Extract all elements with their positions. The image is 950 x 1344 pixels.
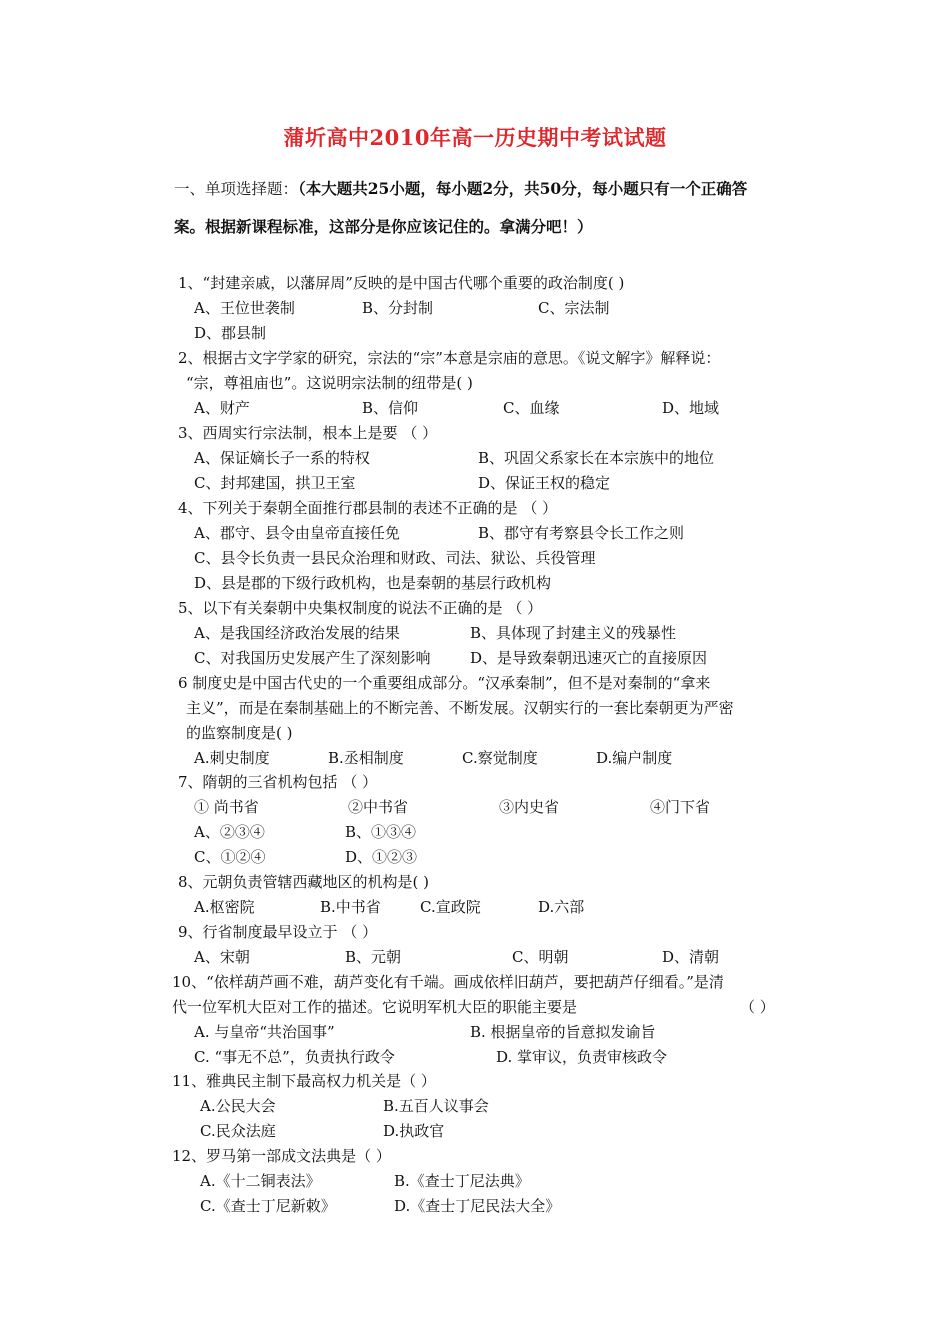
question-4-stem: 4、下列关于秦朝全面推行郡县制的表述不正确的是 （ ） <box>178 499 558 517</box>
q11-option-b: B.五百人议事会 <box>383 1097 489 1115</box>
q10-option-c: C. “事无不总”，负责执行政令 <box>194 1048 395 1066</box>
q9-option-d: D、清朝 <box>662 948 720 966</box>
q4-option-d: D、县是郡的下级行政机构，也是秦朝的基层行政机构 <box>194 574 552 592</box>
question-5-stem: 5、以下有关秦朝中央集权制度的说法不正确的是 （ ） <box>178 599 543 617</box>
q4-option-b: B、郡守有考察县令长工作之则 <box>478 524 685 542</box>
q7-item-4: ④门下省 <box>650 798 711 816</box>
q3-option-b: B、巩固父系家长在本宗族中的地位 <box>478 449 715 467</box>
question-10-stem-1: 10、“依样葫芦画不难，葫芦变化有千端。画成依样旧葫芦，要把葫芦仔细看。”是清 <box>172 973 724 991</box>
q2-option-c: C、血缘 <box>503 399 560 417</box>
q11-option-c: C.民众法庭 <box>200 1122 276 1140</box>
q12-option-d: D.《查士丁尼民法大全》 <box>394 1197 561 1215</box>
q6-option-c: C.察觉制度 <box>462 749 538 767</box>
q8-option-d: D.六部 <box>538 898 585 916</box>
question-10-answer-paren: （ ） <box>740 998 775 1016</box>
q7-option-b: B、①③④ <box>345 823 417 841</box>
question-3-stem: 3、西周实行宗法制，根本上是要 （ ） <box>178 424 438 442</box>
question-6-stem-2: 主义”，而是在秦制基础上的不断完善、不断发展。汉朝实行的一套比秦朝更为严密 <box>186 699 734 717</box>
q11-option-d: D.执政官 <box>383 1122 445 1140</box>
q4-option-c: C、县令长负责一县民众治理和财政、司法、狱讼、兵役管理 <box>194 549 596 567</box>
q5-option-b: B、具体现了封建主义的残暴性 <box>470 624 677 642</box>
question-1-stem: 1、“封建亲戚，以藩屏周”反映的是中国古代哪个重要的政治制度( ) <box>178 274 625 292</box>
q2-option-a: A、财产 <box>194 399 250 417</box>
q4-option-a: A、郡守、县令由皇帝直接任免 <box>194 524 400 542</box>
question-2-stem-2: “宗，尊祖庙也”。这说明宗法制的纽带是( ) <box>186 374 473 392</box>
q8-option-b: B.中书省 <box>320 898 381 916</box>
q1-option-c: C、宗法制 <box>538 299 610 317</box>
q8-option-a: A.枢密院 <box>194 898 255 916</box>
q7-option-a: A、②③④ <box>194 823 265 841</box>
q6-option-a: A.刺史制度 <box>194 749 270 767</box>
section-lead: 一、单项选择题： <box>174 180 299 198</box>
q7-option-c: C、①②④ <box>194 848 266 866</box>
question-6-stem-1: 6 制度史是中国古代史的一个重要组成部分。“汉承秦制”，但不是对秦制的“拿来 <box>178 674 711 692</box>
q1-option-b: B、分封制 <box>362 299 434 317</box>
section-note-2: 案。根据新课程标准，这部分是你应该记住的。拿满分吧！） <box>174 217 593 236</box>
q3-option-a: A、保证嫡长子一系的特权 <box>194 449 370 467</box>
q12-option-a: A.《十二铜表法》 <box>200 1172 321 1190</box>
q12-option-b: B.《查士丁尼法典》 <box>394 1172 530 1190</box>
q6-option-d: D.编户制度 <box>596 749 673 767</box>
q10-option-b: B. 根据皇帝的旨意拟发谕旨 <box>470 1023 656 1041</box>
q9-option-b: B、元朝 <box>345 948 402 966</box>
q9-option-a: A、宋朝 <box>194 948 250 966</box>
question-7-stem: 7、隋朝的三省机构包括 （ ） <box>178 773 378 791</box>
q6-option-b: B.丞相制度 <box>328 749 404 767</box>
question-9-stem: 9、行省制度最早设立于 （ ） <box>178 923 378 941</box>
q7-item-2: ②中书省 <box>348 798 409 816</box>
question-2-stem-1: 2、根据古文字学家的研究，宗法的“宗”本意是宗庙的意思。《说文解字》解释说： <box>178 349 721 367</box>
q3-option-d: D、保证王权的稳定 <box>478 474 611 492</box>
q10-option-a: A. 与皇帝“共治国事” <box>194 1023 335 1041</box>
q5-option-d: D、是导致秦朝迅速灭亡的直接原因 <box>470 649 708 667</box>
question-10-stem-2: 代一位军机大臣对工作的描述。它说明军机大臣的职能主要是 <box>172 998 578 1016</box>
q5-option-a: A、是我国经济政治发展的结果 <box>194 624 400 642</box>
q1-option-a: A、王位世袭制 <box>194 299 295 317</box>
q1-option-d: D、郡县制 <box>194 324 267 342</box>
q9-option-c: C、明朝 <box>512 948 569 966</box>
q2-option-b: B、信仰 <box>362 399 419 417</box>
q7-item-3: ③内史省 <box>499 798 560 816</box>
question-12-stem: 12、罗马第一部成文法典是（ ） <box>172 1147 391 1165</box>
section-note-1: （本大题共25小题，每小题2分，共50分，每小题只有一个正确答 <box>298 179 748 198</box>
q2-option-d: D、地域 <box>662 399 720 417</box>
question-11-stem: 11、雅典民主制下最高权力机关是（ ） <box>172 1072 436 1090</box>
section-header <box>174 170 814 246</box>
q12-option-c: C.《查士丁尼新敕》 <box>200 1197 336 1215</box>
q7-option-d: D、①②③ <box>345 848 418 866</box>
q5-option-c: C、对我国历史发展产生了深刻影响 <box>194 649 431 667</box>
q8-option-c: C.宣政院 <box>420 898 481 916</box>
q10-option-d: D. 掌审议，负责审核政令 <box>496 1048 668 1066</box>
q11-option-a: A.公民大会 <box>200 1097 276 1115</box>
q7-item-1: ① 尚书省 <box>194 798 259 816</box>
q3-option-c: C、封邦建国，拱卫王室 <box>194 474 356 492</box>
question-6-stem-3: 的监察制度是( ) <box>186 724 293 742</box>
question-8-stem: 8、元朝负责管辖西藏地区的机构是( ) <box>178 873 430 891</box>
page-title: 蒲圻高中2010年高一历史期中考试试题 <box>283 125 667 150</box>
